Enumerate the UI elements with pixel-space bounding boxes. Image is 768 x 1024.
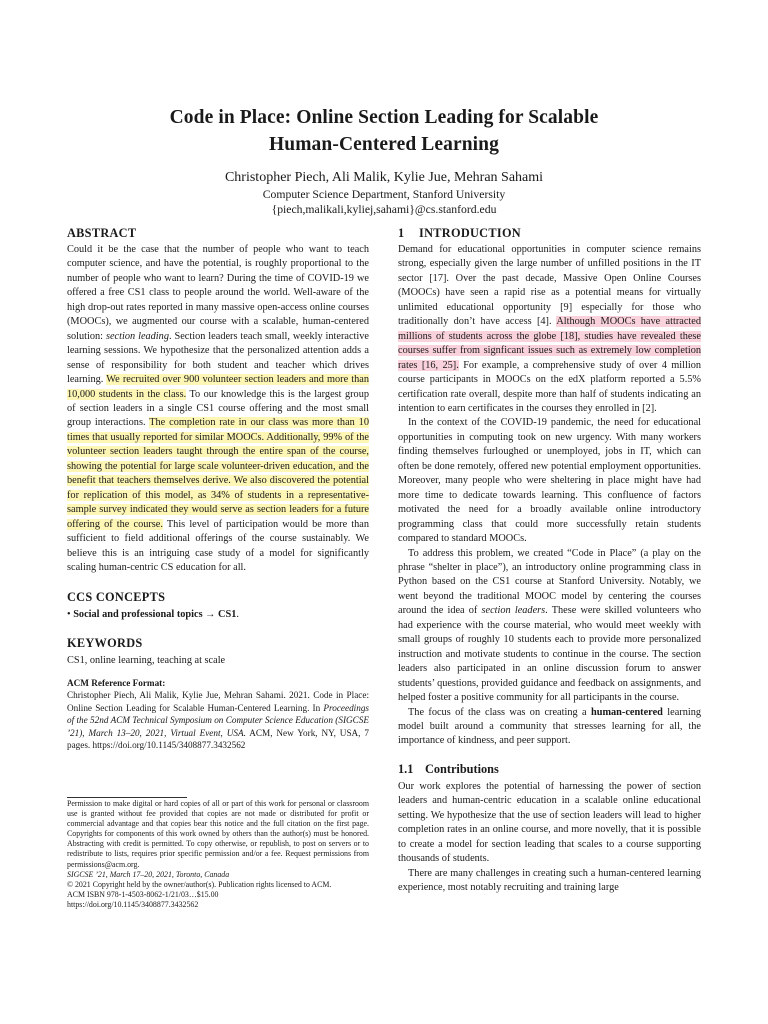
acm-reference-heading: ACM Reference Format:	[67, 678, 166, 689]
abstract-highlight-1: We recruited over 900 volunteer section leaders and more than 10,000 students in the class.	[67, 374, 370, 400]
acm-reference-text	[67, 689, 369, 751]
conference-info: SIGCSE ’21, March 17–20, 2021, Toronto, Canada	[67, 869, 230, 879]
permission-text: Permission to make digital or hard copies of all or part of this work for personal or classroom use is granted without fee provided that copies are not made or distributed for profit or commercial advantage and that copies bear this notice and the full citation on the first page. Copyrights for components of this work owned by others than the author(s) must be honored. Abstracting with credit is permitted. To copy otherwise, or republish, to post on servers or to redistribute to lists, requires prior specific permission and/or a fee. Request permissions from permissions@acm.org.	[67, 799, 369, 869]
author-list: Christopher Piech, Ali Malik, Kylie Jue, Mehran Sahami	[224, 170, 544, 185]
left-column	[67, 225, 369, 751]
copyright-line: © 2021 Copyright held by the owner/author(s). Publication rights licensed to ACM.	[67, 879, 332, 889]
intro-p4-part-2: learning model built around a community that stresses learning for all, the importance of kindness, and peer support.	[398, 706, 701, 747]
acm-reference-venue: Proceedings of the 52nd ACM Technical Symposium on Computer Science Education (SIGCSE ’21), March 13–20, 2021, Virtual Event, USA.	[67, 702, 369, 738]
author-emails: {piech,malikali,kyliej,sahami}@cs.stanford.edu	[271, 203, 497, 216]
section-number: 1	[398, 226, 405, 240]
abstract-text	[67, 243, 369, 575]
intro-paragraph-1	[398, 243, 701, 416]
ccs-heading: CCS CONCEPTS	[67, 590, 166, 605]
footnote-rule	[67, 797, 187, 798]
intro-paragraph-2: In the context of the COVID-19 pandemic, the need for educational opportunities in computing took on new urgency. With many workers finding themselves furloughed or unemployed, jobs in IT, which can often be done remotely, offered new potential employment opportunities. Moreover, many people who were sheltering in place might have had more time to dedicate towards learning. This confluence of factors motivated the need for a broadly available online introductory programming class that could more successfully retain students compared to standard MOOCs.	[398, 417, 701, 545]
intro-p3-part-2: . These were skilled volunteers who had experience with the course material, who would meet weekly with small groups of roughly 10 students each to provide more personalized instruction and motivate students to continue in the course. The section leaders also participated in an online discussion forum to answer students’ questions, provided guidance and feedback on assignments, and helped foster a positive community for all participants in the course.	[398, 605, 701, 704]
abstract-emphasis: section leading	[105, 330, 169, 342]
subsection-title: Contributions	[425, 761, 499, 776]
acm-reference-part-1: Christopher Piech, Ali Malik, Kylie Jue, Mehran Sahami. 2021. Code in Place: Online Section Leading for Scalable Human-Centered Learning. In	[67, 690, 369, 713]
contributions-paragraph-2: There are many challenges in creating such a human-centered learning experience, most notably recruiting and training large	[398, 867, 701, 894]
intro-p3-emphasis: section leaders	[481, 605, 546, 617]
title-line-1: Code in Place: Online Section Leading for Scalable	[169, 107, 599, 128]
affiliation: Computer Science Department, Stanford University	[262, 188, 506, 201]
intro-p1-part-2: For example, a comprehensive study of over 4 million course participants in MOOCs on the edX platform reported a 5.5% certification rate overall, despite more than half of students indicating an intention to earn certificates in the courses they enrolled in [2].	[398, 359, 701, 414]
ccs-period: .	[236, 609, 239, 621]
ccs-bullet: •	[67, 609, 74, 621]
keywords-text: CS1, online learning, teaching at scale	[67, 654, 226, 666]
intro-p4-strong: human-centered	[590, 706, 663, 718]
affiliation-block	[60, 187, 708, 217]
abstract-heading: ABSTRACT	[67, 226, 137, 240]
abstract-part-1: Could it be the case that the number of people who want to teach computer science, and have the potential, is roughly proportional to the number of people who want to learn? During the time of COVID-19 we offered a free CS1 class to people around the world. Well-aware of the high drop-out rates reported in many massive open-access online courses (MOOCs), we augmented our course with a scalable, human-centered solution:	[67, 244, 369, 342]
keywords-heading: KEYWORDS	[67, 635, 143, 650]
introduction-heading	[398, 225, 701, 241]
subsection-number: 1.1	[398, 761, 414, 776]
intro-paragraph-4	[398, 706, 701, 749]
intro-paragraph-3	[398, 547, 701, 706]
doi-link[interactable]: https://doi.org/10.1145/3408877.3432562	[67, 899, 199, 909]
conference-line	[67, 870, 369, 880]
intro-p4-part-1: The focus of the class was on creating a	[408, 706, 591, 718]
ccs-concept-text: Social and professional topics → CS1	[73, 609, 237, 621]
abstract-part-3: To our knowledge this is the largest group of section leaders in a single CS1 course offering and the most small group interactions.	[67, 388, 370, 429]
intro-p3-part-1: To address this problem, we created “Code in Place” (a play on the phrase “shelter in place”), an introductory online programming class in Python based on the CS1 course at Stanford University. Notably, we went beyond the traditional MOOC model by centering the courses around the idea of	[398, 547, 701, 617]
contributions-heading	[398, 761, 701, 777]
title-line-2: Human-Centered Learning	[269, 134, 499, 155]
abstract-part-2: . Section leaders teach small, weekly interactive learning sessions. We hypothesize that the personalized attention adds a sense of responsibility for both student and teacher which drives learning.	[67, 330, 369, 386]
intro-highlight: Although MOOCs have attracted millions of students across the globe [18], studies have revealed these courses suffer from signficant issues such as extremely low completion rates [16, 25].	[398, 316, 702, 371]
abstract-highlight-2: The completion rate in our class was more than 10 times that usually reported for similar MOOCs. Additionally, 99% of the volunteer section leaders taught through the entire span of the course, showing the potential for large scale volunteer-driven education, and the benefit that teachers themselves derive. We also discovered the potential for replication of this model, as 34% of students in a representative-sample survey indicated they would serve as section leaders for a future offering of the course.	[67, 417, 369, 530]
isbn-line: ACM ISBN 978-1-4503-8062-1/21/03…$15.00	[67, 889, 219, 899]
section-title: INTRODUCTION	[419, 226, 521, 240]
acm-reference-part-2: ACM, New York, NY, USA, 7 pages. https://doi.org/10.1145/3408877.3432562	[67, 727, 369, 750]
ccs-concepts	[67, 608, 369, 622]
contributions-paragraph-1: Our work explores the potential of harnessing the power of section leaders and human-centric education in a scalable online educational setting. We hypothesize that the use of section leaders will lead to higher completion rates in an online course, and more novelly, that it is possible to create a model for section leading that scales to a course supporting thousands of students.	[398, 780, 701, 865]
paper-title	[60, 104, 708, 158]
intro-p1-part-1: Demand for educational opportunities in computer science remains strong, especially given the large number of unfilled positions in the IT sector [17]. Over the past decade, Massive Open Online Courses (MOOCs) have seen a rapid rise as a potential means for virtually unlimited educational opportunity [9] especially for those who traditionally don’t have access [4].	[398, 244, 701, 328]
abstract-part-4: This level of participation would be more than sufficient to field additional offerings of the course sustainably. We believe this is an intriguing case study of a model for significantly scaling human-centric CS education for all.	[67, 518, 370, 573]
right-column	[398, 225, 701, 895]
permission-footnote	[67, 799, 369, 910]
